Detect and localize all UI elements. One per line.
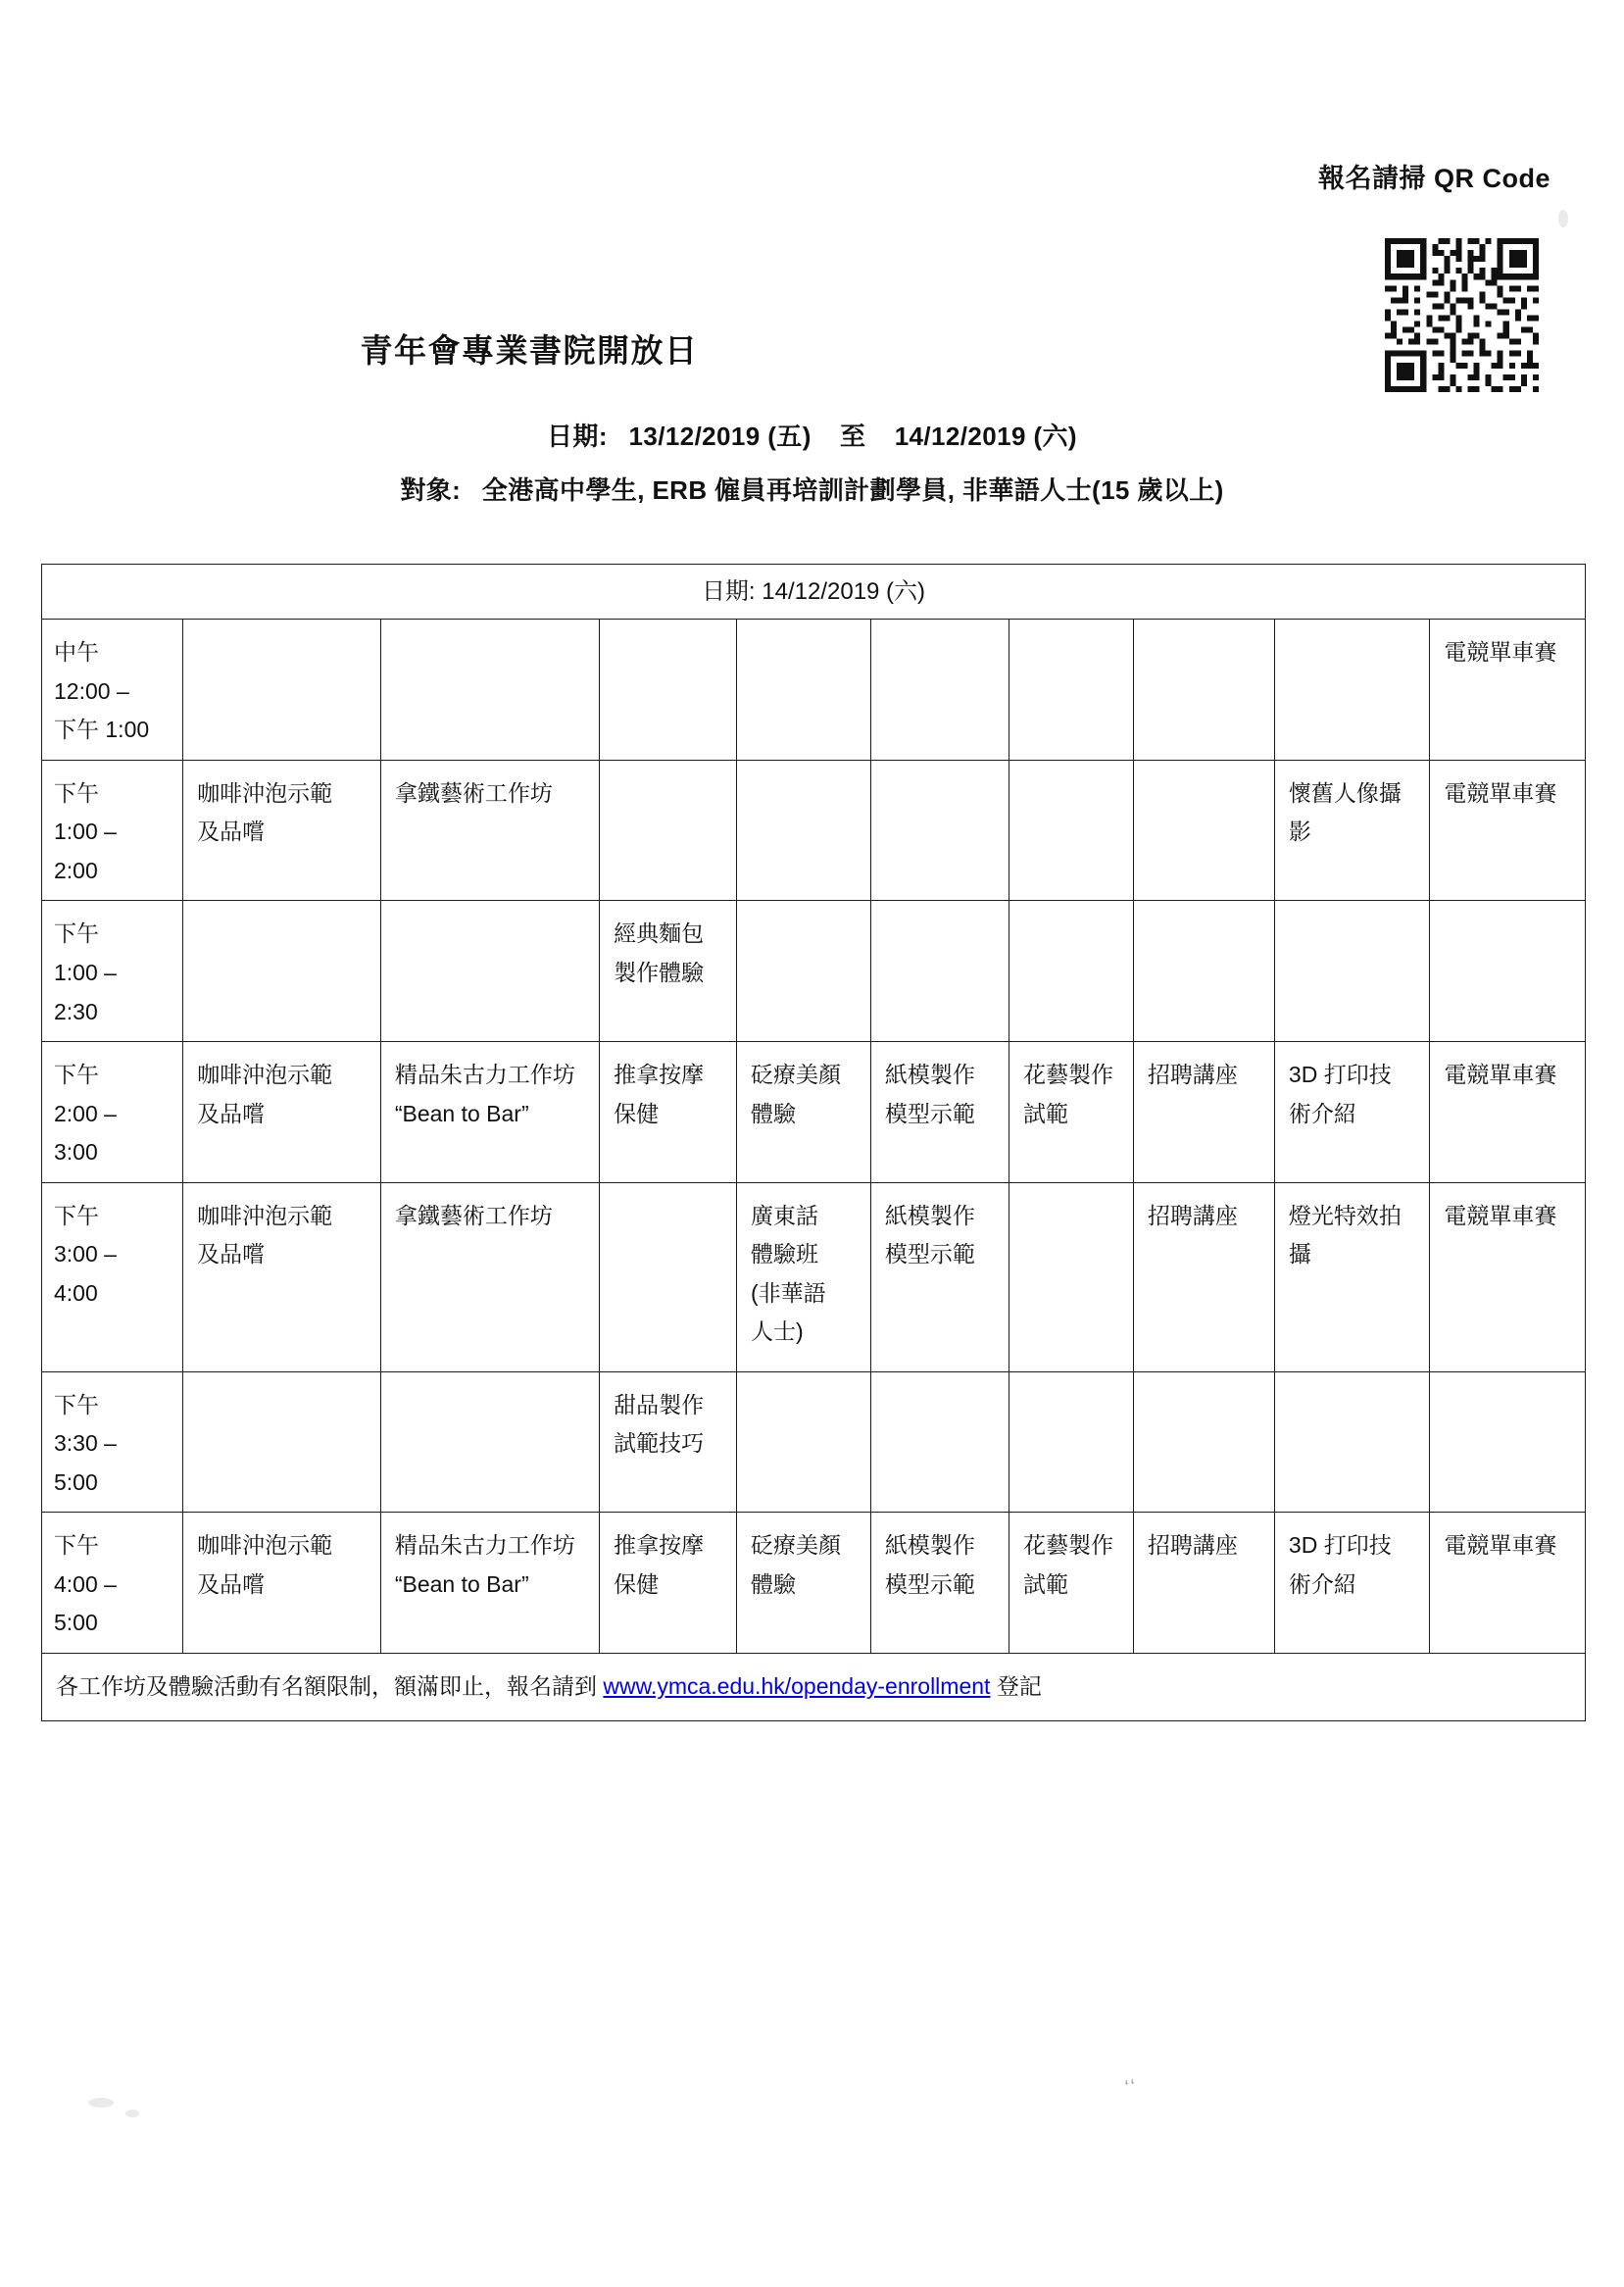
activity-cell	[1430, 760, 1586, 901]
activity-line: 砭療美顏	[750, 1532, 841, 1559]
activity-line: 招聘講座	[1147, 1062, 1238, 1088]
activity-line: 咖啡沖泡示範	[197, 779, 333, 806]
activity-cell	[736, 1182, 870, 1371]
activity-cell	[183, 1042, 381, 1183]
empty-cell	[1009, 760, 1134, 901]
empty-cell	[183, 901, 381, 1042]
empty-cell	[1009, 1371, 1134, 1513]
empty-cell	[1133, 760, 1274, 901]
activity-line: 紙模製作	[884, 1532, 975, 1559]
activity-line: “Bean to Bar”	[394, 1100, 529, 1126]
schedule-row	[42, 901, 1586, 1042]
time-slot-cell	[42, 901, 183, 1042]
activity-cell	[600, 1371, 737, 1513]
empty-cell	[1430, 1371, 1586, 1513]
activity-cell	[870, 1513, 1009, 1654]
target-label: 對象:	[400, 475, 462, 505]
empty-cell	[870, 1371, 1009, 1513]
empty-cell	[1430, 901, 1586, 1042]
empty-cell	[183, 620, 381, 761]
time-slot-line: 5:00	[54, 1610, 98, 1636]
schedule-row	[42, 1182, 1586, 1371]
activity-line: 人士)	[750, 1318, 804, 1345]
scan-speck	[1558, 210, 1568, 227]
empty-cell	[1274, 620, 1430, 761]
time-slot-line: 4:00 –	[54, 1570, 117, 1597]
activity-cell	[1430, 1042, 1586, 1183]
activity-line: 咖啡沖泡示範	[197, 1532, 333, 1559]
activity-line: 3D 打印技	[1288, 1532, 1392, 1559]
activity-cell	[870, 1042, 1009, 1183]
empty-cell	[1009, 620, 1134, 761]
activity-line: (非華語	[750, 1279, 826, 1306]
activity-line: 紙模製作	[884, 1202, 975, 1228]
time-slot-line: 4:00	[54, 1279, 98, 1306]
activity-cell	[183, 760, 381, 901]
activity-line: 3D 打印技	[1288, 1062, 1392, 1088]
activity-cell	[380, 1513, 599, 1654]
activity-line: 電競單車賽	[1444, 639, 1557, 666]
empty-cell	[1133, 620, 1274, 761]
activity-line: 廣東話	[750, 1202, 818, 1228]
empty-cell	[870, 760, 1009, 901]
activity-cell	[1430, 1182, 1586, 1371]
activity-line: 術介紹	[1288, 1100, 1356, 1126]
event-target-line	[0, 471, 1624, 507]
activity-line: 咖啡沖泡示範	[197, 1202, 333, 1228]
activity-line: 模型示範	[884, 1570, 975, 1597]
activity-cell	[600, 901, 737, 1042]
activity-cell	[183, 1182, 381, 1371]
empty-cell	[1133, 901, 1274, 1042]
activity-line: 及品嚐	[197, 1570, 266, 1597]
activity-line: 試範	[1023, 1100, 1069, 1126]
activity-line: 花藝製作	[1023, 1532, 1114, 1559]
time-slot-line: 2:00 –	[54, 1100, 117, 1126]
time-slot-line: 下午	[54, 1062, 99, 1088]
activity-cell	[1274, 1042, 1430, 1183]
activity-line: 推拿按摩	[614, 1532, 705, 1559]
activity-line: 精品朱古力工作坊	[394, 1532, 575, 1559]
activity-cell	[1274, 760, 1430, 901]
qr-code-icon	[1379, 232, 1550, 404]
activity-line: 電競單車賽	[1444, 779, 1557, 806]
time-slot-line: 下午	[54, 1532, 99, 1559]
activity-cell	[1274, 1182, 1430, 1371]
scan-speck	[125, 2110, 139, 2117]
activity-line: 推拿按摩	[614, 1062, 705, 1088]
activity-line: 經典麵包	[614, 920, 705, 947]
activity-cell	[736, 1513, 870, 1654]
activity-line: 試範技巧	[614, 1430, 705, 1457]
activity-line: 電競單車賽	[1444, 1062, 1557, 1088]
activity-line: 模型示範	[884, 1241, 975, 1268]
footnote	[42, 1654, 1586, 1721]
activity-line: 砭療美顏	[750, 1062, 841, 1088]
time-slot-cell	[42, 760, 183, 901]
activity-cell	[1133, 1513, 1274, 1654]
activity-cell	[600, 1042, 737, 1183]
activity-cell	[1009, 1042, 1134, 1183]
activity-line: 影	[1288, 819, 1311, 845]
activity-cell	[1133, 1182, 1274, 1371]
time-slot-line: 1:00 –	[54, 960, 117, 986]
activity-line: 體驗班	[750, 1241, 818, 1268]
time-slot-line: 下午	[54, 920, 99, 947]
schedule-caption-row	[42, 565, 1586, 620]
empty-cell	[870, 901, 1009, 1042]
activity-cell	[183, 1513, 381, 1654]
empty-cell	[736, 1371, 870, 1513]
time-slot-line: 下午 1:00	[54, 717, 150, 743]
activity-cell	[870, 1182, 1009, 1371]
empty-cell	[380, 1371, 599, 1513]
time-slot-cell	[42, 1182, 183, 1371]
time-slot-line: 1:00 –	[54, 819, 117, 845]
activity-line: 保健	[614, 1100, 660, 1126]
activity-line: 招聘講座	[1147, 1202, 1238, 1228]
empty-cell	[1274, 901, 1430, 1042]
activity-line: 懷舊人像攝	[1288, 779, 1402, 806]
activity-cell	[380, 1042, 599, 1183]
activity-line: 紙模製作	[884, 1062, 975, 1088]
schedule-row	[42, 1513, 1586, 1654]
activity-line: 花藝製作	[1023, 1062, 1114, 1088]
time-slot-line: 下午	[54, 1391, 99, 1417]
empty-cell	[736, 620, 870, 761]
qr-block	[1129, 157, 1550, 409]
time-slot-cell	[42, 1042, 183, 1183]
empty-cell	[600, 1182, 737, 1371]
activity-line: 及品嚐	[197, 819, 266, 845]
empty-cell	[870, 620, 1009, 761]
activity-line: 術介紹	[1288, 1570, 1356, 1597]
footnote-row	[42, 1654, 1586, 1721]
activity-line: 拿鐵藝術工作坊	[394, 1202, 553, 1228]
activity-cell	[380, 760, 599, 901]
event-date-line	[0, 417, 1624, 453]
activity-cell	[380, 1182, 599, 1371]
activity-line: “Bean to Bar”	[394, 1570, 529, 1597]
time-slot-line: 下午	[54, 779, 99, 806]
enrollment-link[interactable]: www.ymca.edu.hk/openday-enrollment	[603, 1673, 991, 1700]
activity-line: 及品嚐	[197, 1100, 266, 1126]
activity-line: 甜品製作	[614, 1391, 705, 1417]
empty-cell	[380, 901, 599, 1042]
activity-line: 保健	[614, 1570, 660, 1597]
activity-cell	[736, 1042, 870, 1183]
activity-line: 拿鐵藝術工作坊	[394, 779, 553, 806]
time-slot-cell	[42, 1371, 183, 1513]
empty-cell	[1274, 1371, 1430, 1513]
footnote-suffix: 登記	[990, 1673, 1042, 1700]
date-connector: 至	[840, 422, 866, 451]
empty-cell	[1009, 1182, 1134, 1371]
activity-cell	[1009, 1513, 1134, 1654]
activity-line: 咖啡沖泡示範	[197, 1062, 333, 1088]
activity-line: 及品嚐	[197, 1241, 266, 1268]
activity-cell	[1133, 1042, 1274, 1183]
schedule-table	[41, 564, 1586, 1721]
time-slot-line: 2:00	[54, 857, 98, 883]
time-slot-cell	[42, 1513, 183, 1654]
scan-artifact-mark: ‘‘	[1123, 2075, 1139, 2099]
time-slot-line: 中午	[54, 639, 99, 666]
date-label: 日期:	[547, 422, 608, 451]
activity-line: 體驗	[750, 1100, 796, 1126]
activity-line: 燈光特效拍	[1288, 1202, 1402, 1228]
empty-cell	[380, 620, 599, 761]
date-start: 13/12/2019 (五)	[628, 422, 812, 451]
date-end: 14/12/2019 (六)	[894, 422, 1077, 451]
activity-line: 製作體驗	[614, 960, 705, 986]
activity-line: 精品朱古力工作坊	[394, 1062, 575, 1088]
schedule-caption: 日期: 14/12/2019 (六)	[42, 565, 1586, 620]
activity-line: 電競單車賽	[1444, 1202, 1557, 1228]
empty-cell	[736, 760, 870, 901]
empty-cell	[1009, 901, 1134, 1042]
activity-line: 模型示範	[884, 1100, 975, 1126]
time-slot-line: 2:30	[54, 998, 98, 1024]
footnote-prefix: 各工作坊及體驗活動有名額限制，額滿即止，報名請到	[56, 1673, 604, 1700]
empty-cell	[183, 1371, 381, 1513]
activity-cell	[1430, 1513, 1586, 1654]
activity-line: 攝	[1288, 1241, 1311, 1268]
time-slot-line: 3:30 –	[54, 1430, 117, 1457]
schedule-row	[42, 620, 1586, 761]
empty-cell	[1133, 1371, 1274, 1513]
empty-cell	[736, 901, 870, 1042]
page-title: 青年會專業書院開放日	[360, 332, 699, 369]
activity-line: 體驗	[750, 1570, 796, 1597]
activity-line: 電競單車賽	[1444, 1532, 1557, 1559]
target-value: 全港高中學生, ERB 僱員再培訓計劃學員, 非華語人士(15 歲以上)	[481, 475, 1224, 505]
time-slot-line: 3:00 –	[54, 1241, 117, 1268]
time-slot-line: 12:00 –	[54, 677, 129, 704]
activity-cell	[1430, 620, 1586, 761]
activity-cell	[1274, 1513, 1430, 1654]
schedule-row	[42, 760, 1586, 901]
qr-code-wrapper	[1379, 232, 1550, 404]
schedule-row	[42, 1042, 1586, 1183]
activity-line: 試範	[1023, 1570, 1069, 1597]
activity-line: 招聘講座	[1147, 1532, 1238, 1559]
time-slot-cell	[42, 620, 183, 761]
qr-caption: 報名請掃 QR Code	[1317, 164, 1550, 193]
scan-speck	[88, 2098, 114, 2108]
activity-cell	[600, 1513, 737, 1654]
schedule-body	[42, 620, 1586, 1654]
time-slot-line: 下午	[54, 1202, 99, 1228]
schedule-row	[42, 1371, 1586, 1513]
time-slot-line: 5:00	[54, 1468, 98, 1495]
empty-cell	[600, 760, 737, 901]
empty-cell	[600, 620, 737, 761]
time-slot-line: 3:00	[54, 1139, 98, 1166]
